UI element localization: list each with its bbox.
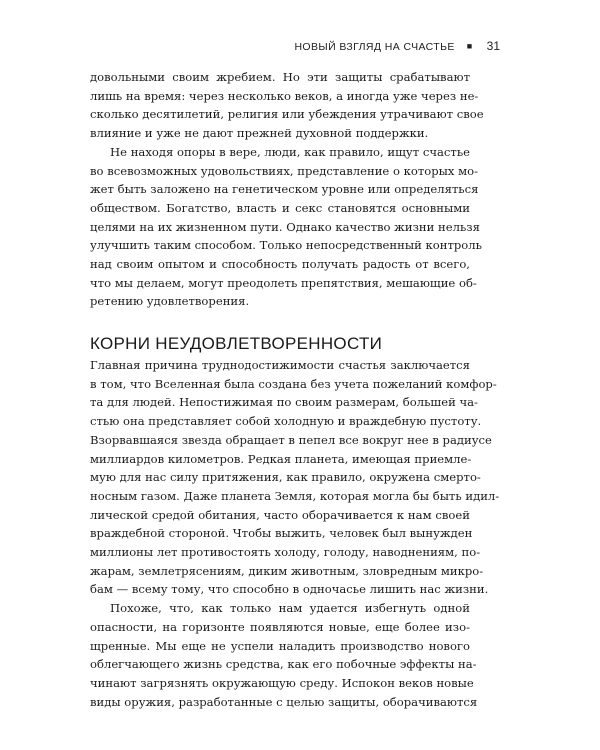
text-line: облегчающего жизнь средства, как его побочные эффекты на-	[90, 657, 477, 672]
text-line: опасности, на горизонте появляются новые, еще более изо-	[90, 619, 470, 634]
text-line: лишь на время: через несколько веков, а иногда уже через не-	[90, 88, 479, 103]
text-line: виды оружия, разработанные с целью защиты, оборачиваются	[90, 694, 478, 709]
text-line: носным газом. Даже планета Земля, которая могла бы быть идил-	[90, 488, 500, 503]
section-heading: КОРНИ НЕУДОВЛЕТВОРЕННОСТИ	[90, 334, 383, 353]
text-line: довольными своим жребием. Но эти защиты срабатывают	[90, 70, 470, 84]
running-header-title: НОВЫЙ ВЗГЛЯД НА СЧАСТЬЕ	[294, 41, 455, 53]
text-line: мую для нас силу притяжения, как правило, окружена смерто-	[90, 470, 481, 485]
paragraph	[90, 143, 482, 311]
square-bullet-icon: ■	[466, 41, 473, 51]
text-line: жарам, землетрясениям, диким животным, зловредным микро-	[90, 563, 484, 578]
text-line: Взорвавшаяся звезда обращает в пепел все вокруг нее в радиусе	[90, 432, 492, 447]
text-line: бам — всему тому, что способно в одночасье лишить нас жизни.	[90, 582, 489, 597]
text-line: целями на их жизненном пути. Однако качество жизни нельзя	[90, 219, 480, 234]
text-line: миллиардов километров. Редкая планета, имеющая приемле-	[90, 451, 472, 466]
paragraph	[90, 68, 484, 143]
text-line: та для людей. Непостижимая по своим размерам, большей ча-	[90, 395, 478, 410]
page-number: 31	[486, 39, 500, 53]
text-line: что мы делаем, могут преодолеть препятствия, мешающие об-	[90, 275, 477, 290]
text-line: враждебной стороной. Чтобы выжить, человек был вынужден	[90, 526, 473, 541]
running-header	[294, 39, 500, 53]
text-line: в том, что Вселенная была создана без учета пожеланий комфор-	[90, 376, 497, 391]
text-line: миллионы лет противостоять холоду, голоду, наводнениям, по-	[90, 545, 481, 560]
text-line: жет быть заложено на генетическом уровне или определяться	[90, 182, 479, 197]
text-line: обществом. Богатство, власть и секс становятся основными	[90, 200, 470, 215]
text-line: над своим опытом и способность получать радость от всего,	[90, 257, 470, 272]
text-line: лической средой обитания, часто оборачивается к нам своей	[90, 507, 470, 522]
paragraph	[90, 356, 500, 599]
text-line: Главная причина труднодостижимости счастья заключается	[90, 358, 470, 372]
text-line: сколько десятилетий, религия или убеждения утрачивают свое	[90, 107, 484, 122]
text-line: ретению удовлетворения.	[90, 294, 250, 309]
text-line: Не находя опоры в вере, люди, как правило, ищут счастье	[110, 144, 470, 159]
paragraph	[90, 599, 478, 711]
body-text-section	[90, 356, 500, 711]
body-text-top	[90, 68, 484, 311]
text-line: чинают загрязнять окружающую среду. Испокон веков новые	[90, 675, 474, 690]
text-line: стью она представляет собой холодную и враждебную пустоту.	[90, 414, 482, 429]
text-line: влияние и уже не дают прежней духовной поддержки.	[90, 126, 429, 141]
text-line: улучшить таким способом. Только непосредственный контроль	[90, 238, 482, 253]
text-line: щренные. Мы еще не успели наладить производство нового	[90, 638, 470, 653]
text-line: во всевозможных удовольствиях, представление о которых мо-	[90, 163, 479, 178]
text-line: Похоже, что, как только нам удается избегнуть одной	[110, 601, 470, 616]
